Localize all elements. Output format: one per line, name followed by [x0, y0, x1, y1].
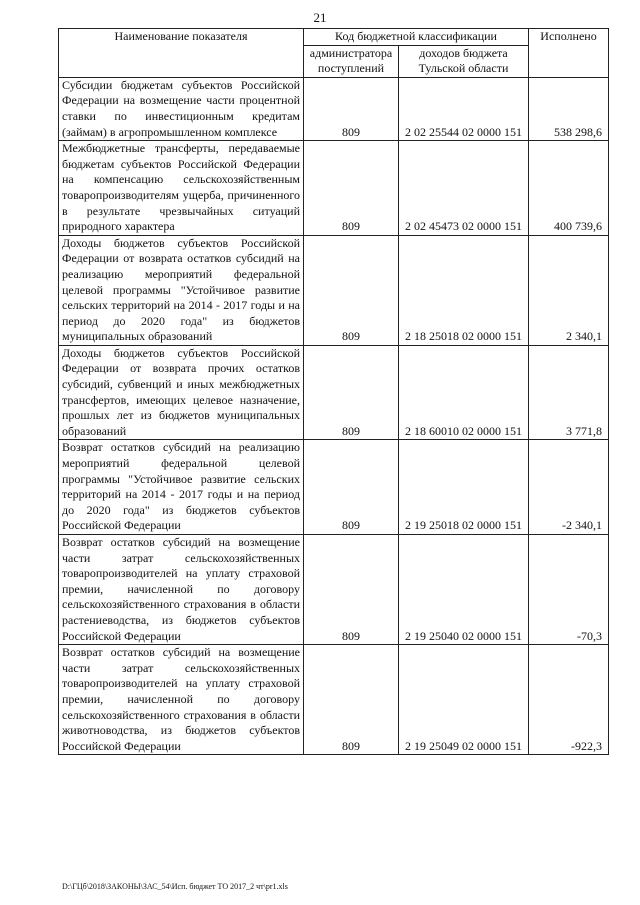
table-row: [59, 141, 609, 236]
header-name: Наименование показателя: [59, 29, 304, 78]
row-code: 2 19 25040 02 0000 151: [399, 535, 529, 645]
row-name: Межбюджетные трансферты, передаваемые бюджетам субъектов Российской Федерации на компенсацию сельскохозяйственным товаропроизводителям ущерба, причиненного в результате чрезвычайных ситуаций природного характера: [59, 141, 304, 236]
row-code: 2 19 25049 02 0000 151: [399, 645, 529, 755]
row-admin: 809: [304, 345, 399, 440]
header-row-1: [59, 29, 609, 46]
page-number: 21: [313, 10, 327, 25]
budget-table: [58, 28, 609, 755]
row-name: Возврат остатков субсидий на возмещение части затрат сельскохозяйственных товаропроизводителей на уплату страховой премии, начисленной по договору сельскохозяйственного страхования в области растениеводства, из бюджетов субъектов Российской Федерации: [59, 535, 304, 645]
row-code: 2 19 25018 02 0000 151: [399, 440, 529, 535]
row-admin: 809: [304, 535, 399, 645]
row-name: Доходы бюджетов субъектов Российской Федерации от возврата прочих остатков субсидий, субвенций и иных межбюджетных трансфертов, имеющих целевое назначение, прошлых лет из бюджетов муниципальных образований: [59, 345, 304, 440]
row-admin: 809: [304, 235, 399, 345]
row-amount: 2 340,1: [529, 235, 609, 345]
header-code-group: Код бюджетной классификации: [304, 29, 529, 46]
row-amount: 400 739,6: [529, 141, 609, 236]
row-name: Возврат остатков субсидий на возмещение части затрат сельскохозяйственных товаропроизводителей на уплату страховой премии, начисленной по договору сельскохозяйственного страхования в области животноводства, из бюджетов субъектов Российской Федерации: [59, 645, 304, 755]
row-name: Доходы бюджетов субъектов Российской Федерации от возврата остатков субсидий на реализацию мероприятий федеральной целевой программы "Устойчивое развитие сельских территорий на 2014 - 2017 годы и на период до 2020 года" из бюджетов муниципальных образований: [59, 235, 304, 345]
file-path-footer: D:\ГЦб\2018\ЗАКОНЫ\ЗАС_54\Исп. бюджет ТО 2017_2 чт\pr1.xls: [62, 882, 288, 891]
table-row: [59, 440, 609, 535]
row-code: 2 02 45473 02 0000 151: [399, 141, 529, 236]
table-row: [59, 235, 609, 345]
header-revenue: доходов бюджета Тульской области: [399, 45, 529, 77]
row-amount: -922,3: [529, 645, 609, 755]
table-row: [59, 345, 609, 440]
row-amount: -2 340,1: [529, 440, 609, 535]
row-amount: 3 771,8: [529, 345, 609, 440]
row-admin: 809: [304, 77, 399, 140]
table-row: [59, 535, 609, 645]
row-admin: 809: [304, 440, 399, 535]
row-amount: 538 298,6: [529, 77, 609, 140]
row-admin: 809: [304, 645, 399, 755]
table-row: [59, 77, 609, 140]
row-admin: 809: [304, 141, 399, 236]
row-name: Субсидии бюджетам субъектов Российской Федерации на возмещение части процентной ставки по инвестиционным кредитам (займам) в агропромышленном комплексе: [59, 77, 304, 140]
row-amount: -70,3: [529, 535, 609, 645]
table-row: [59, 645, 609, 755]
header-executed: Исполнено: [529, 29, 609, 78]
row-code: 2 02 25544 02 0000 151: [399, 77, 529, 140]
row-code: 2 18 25018 02 0000 151: [399, 235, 529, 345]
header-admin: администратора поступлений: [304, 45, 399, 77]
row-code: 2 18 60010 02 0000 151: [399, 345, 529, 440]
row-name: Возврат остатков субсидий на реализацию мероприятий федеральной целевой программы "Устойчивое развитие сельских территорий на 2014 - 2017 годы и на период до 2020 года" из бюджетов субъектов Российской Федерации: [59, 440, 304, 535]
